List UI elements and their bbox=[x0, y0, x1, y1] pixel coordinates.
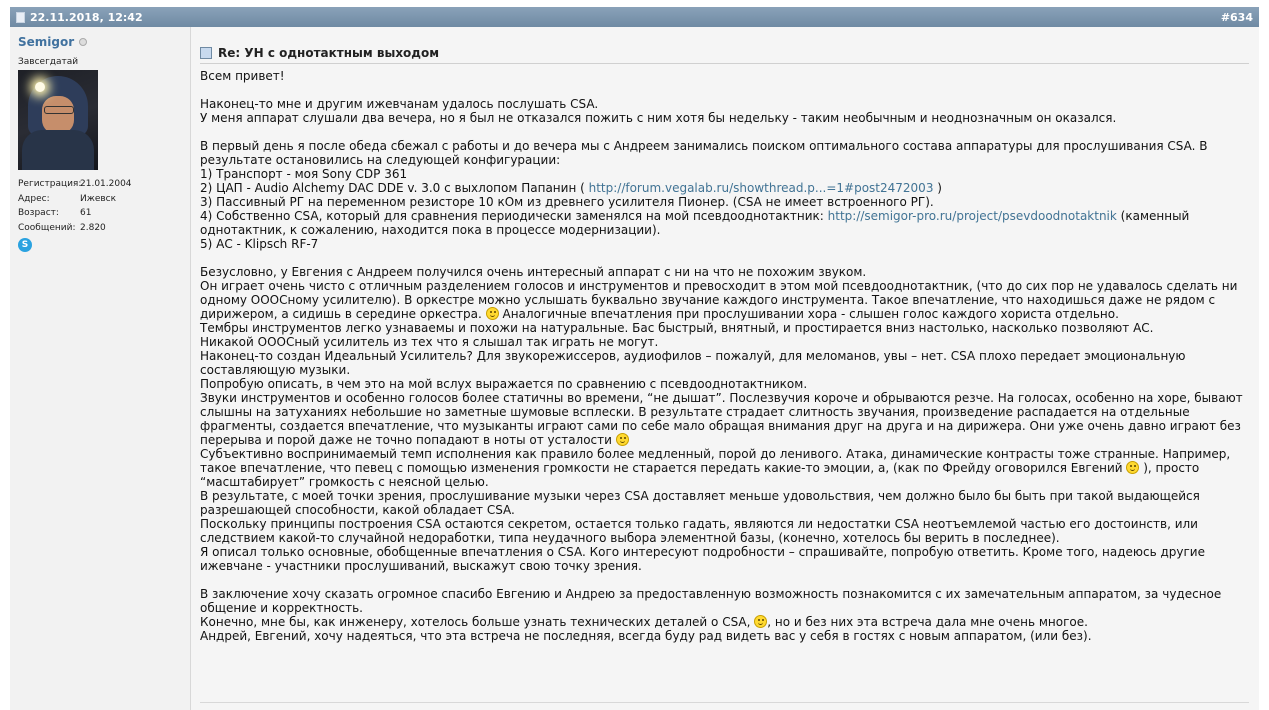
info-value: 21.01.2004 bbox=[80, 179, 132, 189]
paragraph-line: Никакой ОООСный усилитель из тех что я слышал так играть не могут. bbox=[200, 335, 659, 349]
post-date: 22.11.2018, 12:42 bbox=[30, 10, 143, 24]
info-label: Адрес: bbox=[18, 193, 50, 204]
config-item: 3) Пассивный РГ на переменном резисторе 10 кОм из древнего усилителя Пионер. (CSA не имеет встроенного РГ). bbox=[200, 195, 934, 209]
forum-post bbox=[10, 7, 1259, 710]
semigor-project-link[interactable]: http://semigor-pro.ru/project/psevdoodnotaktnik bbox=[827, 209, 1117, 223]
paragraph-line: В первый день я после обеда сбежал с работы и до вечера мы с Андреем занимались поиском оптимального состава аппаратуры для прослушивания CSA. В результате остановились на следующей конфигурации: bbox=[200, 139, 1208, 167]
info-label: Регистрация: bbox=[18, 179, 82, 189]
paragraph-line: В заключение хочу сказать огромное спасибо Евгению и Андрею за предоставленную возможность познакомится с их замечательным аппаратом, за чудесное общение и корректность. bbox=[200, 587, 1222, 615]
info-value: 61 bbox=[80, 208, 92, 218]
post-number-link[interactable]: #634 bbox=[1220, 10, 1253, 24]
paragraph-line: Наконец-то создан Идеальный Усилитель? Для звукорежиссеров, аудиофилов – пожалуй, для меломанов, увы – нет. CSA плохо передает эмоциональную составляющую музыки. bbox=[200, 349, 1186, 377]
config-item: 2) ЦАП - Audio Alchemy DAC DDE v. 3.0 с выхлопом Папанин ( http://forum.vegalab.ru/showthread.p...=1#post2472003 ) bbox=[200, 181, 942, 195]
post-message bbox=[200, 69, 1249, 643]
info-value: Ижевск bbox=[80, 193, 117, 204]
info-value: 2.820 bbox=[80, 222, 106, 233]
smile-icon bbox=[616, 433, 629, 446]
post-header bbox=[10, 7, 1259, 27]
user-title: Завсегдатай bbox=[18, 57, 79, 67]
smile-icon bbox=[1126, 461, 1139, 474]
paragraph-line: Конечно, мне бы, как инженеру, хотелось больше узнать технических деталей о CSA, , но и без них эта встреча дала мне очень многое. bbox=[200, 615, 1088, 629]
paragraph-line: У меня аппарат слушали два вечера, но я был не отказался пожить с ним хотя бы недельку - таким необычным и неоднозначным он оказался. bbox=[200, 111, 1117, 125]
post-title-row bbox=[200, 43, 1249, 64]
config-item: 4) Собственно CSA, который для сравнения периодически заменялся на мой псевдооднотактник: http://semigor-pro.ru/project/psevdoodnotaktnik (каменный однотактник, к сожалению, находится пока в процессе модернизации). bbox=[200, 209, 1190, 237]
config-item: 5) АС - Klipsch RF-7 bbox=[200, 237, 319, 251]
paragraph-line: Он играет очень чисто с отличным разделением голосов и инструментов и превосходит в этом мой псевдооднотактник, (что до сих пор не удавалось сделать ни одному ОООСному усилителю). В оркестре можно услышать буквально звучание каждого инструмента. Такое впечатление, что находишься даже не рядом с дирижером, а сидишь в середине оркестра. Аналогичные впечатления при прослушивании хора - слышен голос каждого хориста отдельно. bbox=[200, 279, 1238, 321]
info-label: Сообщений: bbox=[18, 222, 76, 233]
greeting: Всем привет! bbox=[200, 69, 285, 83]
skype-icon[interactable]: S bbox=[18, 238, 32, 252]
info-label: Возраст: bbox=[18, 208, 59, 218]
user-info-column bbox=[10, 27, 191, 710]
config-item: 1) Транспорт - моя Sony CDP 361 bbox=[200, 167, 408, 181]
offline-status-icon bbox=[79, 38, 87, 46]
paragraph-line: Тембры инструментов легко узнаваемы и похожи на натуральные. Бас быстрый, внятный, и простирается вниз настолько, насколько позволяют АС. bbox=[200, 321, 1154, 335]
username-link[interactable]: Semigor bbox=[18, 35, 75, 49]
paragraph-line: Поскольку принципы построения CSA остаются секретом, остается только гадать, являются ли недостатки CSA неотъемлемой частью его достоинств, или следствием какой-то случайной недоработки, типа неудачного выбора элементной базы, (конечно, хотелось бы верить в последнее). bbox=[200, 517, 1198, 545]
avatar[interactable] bbox=[18, 70, 98, 170]
paragraph-line: Субъективно воспринимаемый темп исполнения как правило более медленный, порой до ленивого. Атака, динамические контрасты тоже странные. Например, такое впечатление, что певец с помощью изменения громкости не старается передать какие-то эмоции, а, (как по Фрейду оговорился Евгений ), просто “масштабирует” громкость с неясной целью. bbox=[200, 447, 1231, 489]
vegalab-link[interactable]: http://forum.vegalab.ru/showthread.p...=1#post2472003 bbox=[588, 181, 934, 195]
post-title: Re: УН с однотактным выходом bbox=[218, 46, 440, 60]
smile-icon bbox=[486, 307, 499, 320]
post-title-icon bbox=[200, 47, 212, 59]
user-details bbox=[18, 177, 132, 235]
smile-icon bbox=[754, 615, 767, 628]
divider bbox=[200, 702, 1249, 703]
post-content bbox=[200, 27, 1249, 710]
paragraph-line: Андрей, Евгений, хочу надеяться, что эта встреча не последняя, всегда буду рад видеть вас у себя в гостях с новым аппаратом, (или без). bbox=[200, 629, 1092, 643]
paragraph-line: В результате, с моей точки зрения, прослушивание музыки через CSA доставляет меньше удовольствия, чем должно было бы быть при такой выдающейся разрешающей способности, какой обладает CSA. bbox=[200, 489, 1200, 517]
paragraph-line: Наконец-то мне и другим ижевчанам удалось послушать CSA. bbox=[200, 97, 599, 111]
paragraph-line: Звуки инструментов и особенно голосов более статичны во времени, “не дышат”. Послезвучия короче и обрываются резче. На голосах, особенно на хоре, бывают слышны на затуханиях небольшие но заметные шумовые всплески. В результате страдает слитность звучания, произведение распадается на отдельные фрагменты, создается впечатление, что музыканты играют сами по себе мало обращая внимания друг на друга и на дирижера. Они уже очень давно играют без перерыва и порой даже не точно попадают в ноты от усталости bbox=[200, 391, 1243, 447]
post-document-icon bbox=[16, 12, 25, 23]
paragraph-line: Попробую описать, в чем это на мой вслух выражается по сравнению с псевдооднотактником. bbox=[200, 377, 808, 391]
paragraph-line: Я описал только основные, обобщенные впечатления о CSA. Кого интересуют подробности – спрашивайте, попробую ответить. Кроме того, надеюсь другие ижевчане - участники прослушиваний, выскажут свою точку зрения. bbox=[200, 545, 1205, 573]
paragraph-line: Безусловно, у Евгения с Андреем получился очень интересный аппарат с ни на что не похожим звуком. bbox=[200, 265, 867, 279]
